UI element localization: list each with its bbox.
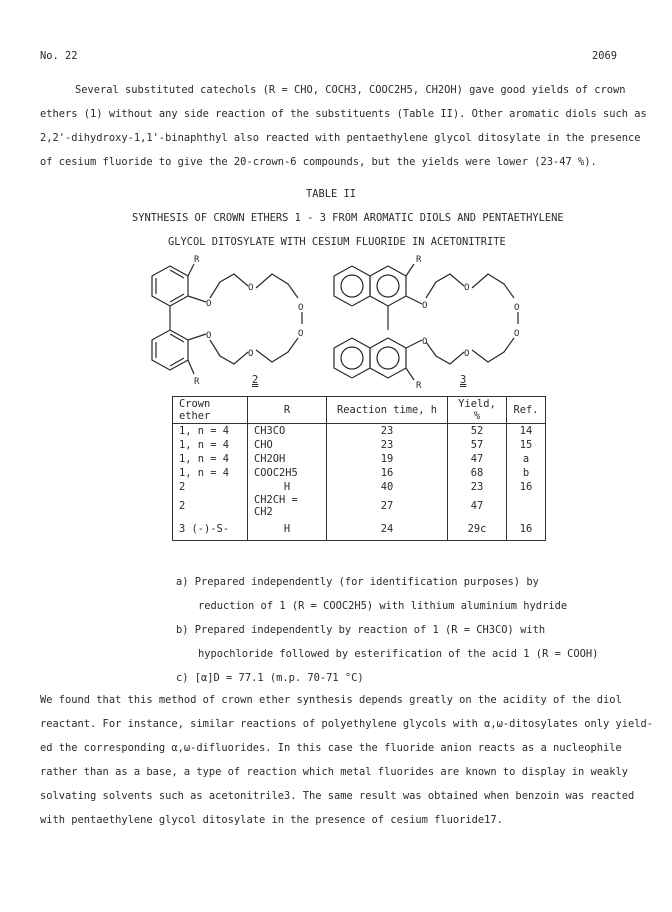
cell-r: H xyxy=(248,480,327,494)
footnote-b-line-2: hypochloride followed by esterification of the acid 1 (R = COOH) xyxy=(198,648,599,660)
cell-time: 24 xyxy=(327,518,448,541)
cell-time: 27 xyxy=(327,494,448,518)
header-reaction-time: Reaction time, h xyxy=(327,397,448,424)
structure-3-label: 3 xyxy=(460,374,467,386)
atom-o-3-6: O xyxy=(464,349,470,359)
table-row xyxy=(173,466,546,480)
atom-o-3-1: O xyxy=(422,301,428,311)
table-row xyxy=(173,518,546,541)
body-line-1: We found that this method of crown ether synthesis depends greatly on the acidity of the diol xyxy=(40,694,622,706)
body-line-5: solvating solvents such as acetonitrile3. The same result was obtained when benzoin was reacted xyxy=(40,790,635,802)
cell-r: H xyxy=(248,518,327,541)
cell-r: COOC2H5 xyxy=(248,466,327,480)
body-line-3: ed the corresponding α,ω-difluorides. In this case the fluoride anion reacts as a nucleophile xyxy=(40,742,622,754)
footnote-a-line-1: a) Prepared independently (for identification purposes) by xyxy=(176,576,539,588)
structure-2-diagram xyxy=(130,252,340,392)
header-ref: Ref. xyxy=(507,397,546,424)
cell-crown-ether: 1, n = 4 xyxy=(173,424,248,439)
cell-r: CH3CO xyxy=(248,424,327,439)
atom-r-bottom-3: R xyxy=(416,381,422,391)
table-row xyxy=(173,438,546,452)
table-caption-line-1: SYNTHESIS OF CROWN ETHERS 1 - 3 FROM AROMATIC DIOLS AND PENTAETHYLENE xyxy=(132,212,564,224)
footnote-b-line-1: b) Prepared independently by reaction of 1 (R = CH3CO) with xyxy=(176,624,546,636)
cell-crown-ether: 1, n = 4 xyxy=(173,466,248,480)
atom-o-2: O xyxy=(206,331,212,341)
header-crown-ether: Crown ether xyxy=(173,397,248,424)
cell-time: 16 xyxy=(327,466,448,480)
cell-yield: 29c xyxy=(448,518,507,541)
cell-yield: 47 xyxy=(448,452,507,466)
atom-o-5: O xyxy=(298,329,304,339)
cell-yield: 68 xyxy=(448,466,507,480)
cell-time: 23 xyxy=(327,438,448,452)
cell-ref: b xyxy=(507,466,546,480)
table-row xyxy=(173,480,546,494)
footnote-c: c) [α]D = 77.1 (m.p. 70-71 °C) xyxy=(176,672,364,684)
cell-time: 19 xyxy=(327,452,448,466)
atom-r-bottom: R xyxy=(194,377,200,387)
cell-ref: 15 xyxy=(507,438,546,452)
cell-yield: 52 xyxy=(448,424,507,439)
cell-ref xyxy=(507,494,546,518)
table-header-row xyxy=(173,397,546,424)
atom-o-3-4: O xyxy=(514,303,520,313)
table-row xyxy=(173,424,546,439)
table-row xyxy=(173,452,546,466)
cell-ref: 14 xyxy=(507,424,546,439)
cell-ref: 16 xyxy=(507,480,546,494)
cell-yield: 57 xyxy=(448,438,507,452)
atom-r-top-3: R xyxy=(416,255,422,265)
cell-yield: 23 xyxy=(448,480,507,494)
cell-crown-ether: 2 xyxy=(173,494,248,518)
body-line-4: rather than as a base, a type of reaction which metal fluorides are known to display in weakly xyxy=(40,766,629,778)
structure-2-label: 2 xyxy=(252,374,259,386)
cell-crown-ether: 1, n = 4 xyxy=(173,438,248,452)
results-table xyxy=(172,396,546,541)
cell-ref: 16 xyxy=(507,518,546,541)
atom-o-1: O xyxy=(206,299,212,309)
cell-r: CHO xyxy=(248,438,327,452)
footnote-a-line-2: reduction of 1 (R = COOC2H5) with lithium aluminium hydride xyxy=(198,600,568,612)
intro-line-2: ethers (1) without any side reaction of the substituents (Table II). Other aromatic diols such as xyxy=(40,108,647,120)
structure-3-diagram xyxy=(322,252,542,392)
cell-crown-ether: 1, n = 4 xyxy=(173,452,248,466)
table-row xyxy=(173,494,546,518)
cell-r: CH2OH xyxy=(248,452,327,466)
body-line-6: with pentaethylene glycol ditosylate in the presence of cesium fluoride17. xyxy=(40,814,503,826)
header-r: R xyxy=(248,397,327,424)
atom-r-top: R xyxy=(194,255,200,265)
atom-o-3: O xyxy=(248,283,254,293)
page-number: 2069 xyxy=(592,50,618,62)
cell-crown-ether: 2 xyxy=(173,480,248,494)
journal-issue: No. 22 xyxy=(40,50,78,62)
header-yield: Yield, % xyxy=(448,397,507,424)
intro-line-1: Several substituted catechols (R = CHO, COCH3, COOC2H5, CH2OH) gave good yields of crown xyxy=(75,84,626,96)
intro-line-4: of cesium fluoride to give the 20-crown-6 compounds, but the yields were lower (23-47 %). xyxy=(40,156,597,168)
body-line-2: reactant. For instance, similar reactions of polyethylene glycols with α,ω-ditosylates only yield- xyxy=(40,718,654,730)
atom-o-6: O xyxy=(248,349,254,359)
atom-o-4: O xyxy=(298,303,304,313)
atom-o-3-2: O xyxy=(422,337,428,347)
intro-line-3: 2,2'-dihydroxy-1,1'-binaphthyl also reacted with pentaethylene glycol ditosylate in the presence xyxy=(40,132,641,144)
cell-r: CH2CH = CH2 xyxy=(248,494,327,518)
cell-ref: a xyxy=(507,452,546,466)
cell-yield: 47 xyxy=(448,494,507,518)
atom-o-3-5: O xyxy=(514,329,520,339)
cell-time: 40 xyxy=(327,480,448,494)
atom-o-3-3: O xyxy=(464,283,470,293)
table-title: TABLE II xyxy=(306,188,357,200)
table-caption-line-2: GLYCOL DITOSYLATE WITH CESIUM FLUORIDE IN ACETONITRITE xyxy=(168,236,506,248)
cell-time: 23 xyxy=(327,424,448,439)
cell-crown-ether: 3 (-)-S- xyxy=(173,518,248,541)
